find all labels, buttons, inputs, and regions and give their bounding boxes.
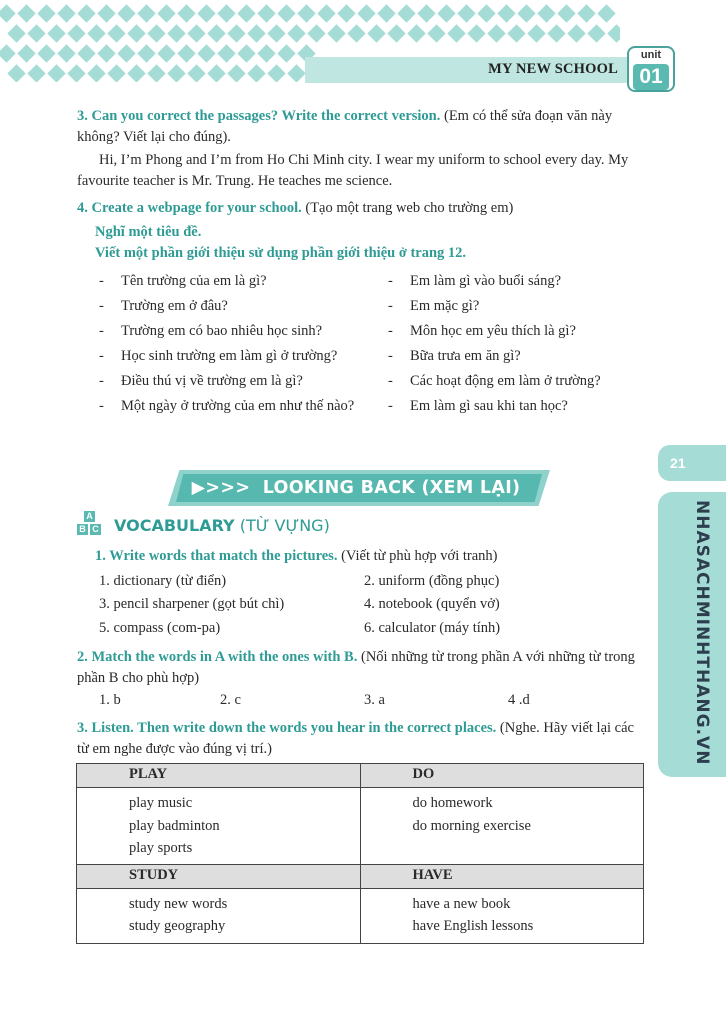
diamond-shape bbox=[207, 24, 225, 42]
list-item: 4 .d bbox=[508, 692, 530, 708]
diamond-shape bbox=[427, 24, 445, 42]
diamond-shape bbox=[217, 44, 235, 62]
diamond-shape bbox=[507, 24, 525, 42]
list-item: - Em làm gì sau khi tan học? bbox=[388, 394, 601, 419]
diamond-shape bbox=[237, 4, 255, 22]
diamond-shape bbox=[377, 4, 395, 22]
banner-left-arrows: ▶>>> bbox=[191, 478, 251, 498]
table-row bbox=[77, 788, 644, 865]
diamond-shape bbox=[287, 64, 305, 82]
diamond-shape bbox=[67, 64, 85, 82]
diamond-shape bbox=[277, 4, 295, 22]
diamond-shape bbox=[607, 24, 620, 42]
diamond-shape bbox=[127, 64, 145, 82]
diamond-shape bbox=[447, 24, 465, 42]
table-header-play: PLAY bbox=[77, 764, 361, 788]
diamond-shape bbox=[277, 44, 295, 62]
page-number: 21 bbox=[658, 445, 726, 481]
diamond-shape bbox=[127, 24, 145, 42]
unit-badge bbox=[627, 46, 675, 92]
vocab-ex2-instruction bbox=[77, 647, 644, 689]
table-header-have: HAVE bbox=[360, 864, 644, 888]
ex3-note: (Em có thể sửa đoạn văn này không? Viết lại cho đúng). bbox=[77, 108, 613, 145]
diamond-shape bbox=[327, 24, 345, 42]
diamond-shape bbox=[337, 4, 355, 22]
diamond-shape bbox=[87, 64, 105, 82]
words-table bbox=[76, 763, 644, 944]
site-watermark: NHASACHMINHTHANG.VN bbox=[692, 500, 712, 766]
diamond-shape bbox=[537, 4, 555, 22]
list-item: do morning exercise bbox=[412, 817, 531, 834]
diamond-shape bbox=[167, 64, 185, 82]
list-item: play badminton bbox=[129, 817, 220, 834]
list-item: study geography bbox=[129, 918, 226, 934]
list-item: do homework bbox=[412, 795, 493, 811]
diamond-shape bbox=[457, 4, 475, 22]
table-cell-study bbox=[77, 888, 361, 943]
ex3-passage: Hi, I’m Phong and I’m from Ho Chi Minh city. I wear my uniform to school every day. My favourite teacher is Mr. Trung. He teaches me science. bbox=[77, 152, 629, 189]
unit-number: 01 bbox=[633, 64, 669, 90]
table-cell-have bbox=[360, 888, 644, 943]
diamond-shape bbox=[257, 4, 275, 22]
abc-blocks-icon bbox=[77, 511, 103, 537]
diamond-shape bbox=[97, 44, 115, 62]
list-item: study new words bbox=[129, 895, 228, 912]
list-item: - Học sinh trường em làm gì ở trường? bbox=[99, 344, 354, 369]
list-item: have English lessons bbox=[412, 918, 534, 934]
diamond-shape bbox=[597, 4, 615, 22]
diamond-shape bbox=[187, 64, 205, 82]
vocabulary-title-vi: (TỪ VỰNG) bbox=[234, 516, 330, 535]
diamond-shape bbox=[307, 24, 325, 42]
diamond-shape bbox=[137, 44, 155, 62]
icon-letter-a: A bbox=[84, 511, 95, 522]
table-cell-play bbox=[77, 788, 361, 865]
diamond-shape bbox=[187, 24, 205, 42]
list-item: 5. compass (com-pa) bbox=[99, 620, 221, 636]
diamond-shape bbox=[547, 24, 565, 42]
diamond-shape bbox=[317, 4, 335, 22]
diamond-shape bbox=[487, 24, 505, 42]
ex3-instruction bbox=[77, 106, 644, 148]
vocab-ex2-note: (Nối những từ trong phần A với những từ trong phần B cho phù hợp) bbox=[77, 649, 635, 686]
diamond-shape bbox=[167, 24, 185, 42]
list-item: play music bbox=[129, 795, 193, 811]
list-item: - Điều thú vị về trường em là gì? bbox=[99, 369, 354, 394]
diamond-shape bbox=[97, 4, 115, 22]
diamond-shape bbox=[267, 64, 285, 82]
diamond-shape bbox=[147, 64, 165, 82]
list-item: - Bữa trưa em ăn gì? bbox=[388, 344, 601, 369]
vocab-ex3-instruction bbox=[77, 718, 644, 760]
list-item: - Trường em có bao nhiêu học sinh? bbox=[99, 319, 354, 344]
diamond-shape bbox=[107, 64, 125, 82]
diamond-shape bbox=[237, 44, 255, 62]
diamond-shape bbox=[177, 44, 195, 62]
icon-letter-c: C bbox=[90, 524, 101, 535]
list-item: 4. notebook (quyển vở) bbox=[364, 596, 500, 612]
diamond-shape bbox=[17, 44, 35, 62]
vocab-ex2-title: 2. Match the words in A with the ones with B. bbox=[77, 649, 358, 665]
diamond-shape bbox=[587, 24, 605, 42]
diamond-shape bbox=[207, 64, 225, 82]
diamond-shape bbox=[217, 4, 235, 22]
diamond-shape bbox=[247, 64, 265, 82]
diamond-shape bbox=[37, 4, 55, 22]
diamond-shape bbox=[407, 24, 425, 42]
diamond-shape bbox=[527, 24, 545, 42]
diamond-shape bbox=[47, 24, 65, 42]
list-item: 2. uniform (đồng phục) bbox=[364, 573, 500, 589]
table-row bbox=[77, 888, 644, 943]
diamond-shape bbox=[77, 44, 95, 62]
ex4-right-list bbox=[388, 269, 601, 419]
diamond-shape bbox=[27, 64, 45, 82]
ex3-title: 3. Can you correct the passages? Write the correct version. bbox=[77, 108, 441, 124]
diamond-shape bbox=[467, 24, 485, 42]
diamond-shape bbox=[287, 24, 305, 42]
ex4-line1: Nghĩ một tiêu đề. bbox=[95, 224, 202, 240]
ex4-note: (Tạo một trang web cho trường em) bbox=[301, 200, 514, 216]
banner-right-arrows: <<<◀ bbox=[329, 514, 389, 534]
list-item: - Các hoạt động em làm ở trường? bbox=[388, 369, 601, 394]
list-item: 3. pencil sharpener (gọt bút chì) bbox=[99, 596, 285, 612]
list-item: 3. a bbox=[364, 692, 385, 708]
diamond-shape bbox=[177, 4, 195, 22]
diamond-shape bbox=[57, 44, 75, 62]
diamond-shape bbox=[417, 4, 435, 22]
table-header-do: DO bbox=[360, 764, 644, 788]
list-item: - Môn học em yêu thích là gì? bbox=[388, 319, 601, 344]
diamond-shape bbox=[497, 4, 515, 22]
diamond-shape bbox=[7, 24, 25, 42]
unit-label: unit bbox=[640, 49, 662, 61]
vocabulary-title: VOCABULARY bbox=[114, 516, 235, 535]
diamond-shape bbox=[477, 4, 495, 22]
diamond-shape bbox=[117, 4, 135, 22]
list-item: 1. b bbox=[99, 692, 121, 708]
ex4-line2: Viết một phần giới thiệu sử dụng phần giới thiệu ở trang 12. bbox=[95, 245, 467, 261]
vocab-ex3-title: 3. Listen. Then write down the words you hear in the correct places. bbox=[77, 720, 497, 736]
list-item: have a new book bbox=[412, 895, 511, 912]
diamond-shape bbox=[357, 4, 375, 22]
diamond-shape bbox=[347, 24, 365, 42]
list-item: 2. c bbox=[220, 692, 241, 708]
vocab-ex1-note: (Viết từ phù hợp với tranh) bbox=[337, 548, 498, 564]
diamond-shape bbox=[257, 44, 275, 62]
list-item: - Trường em ở đâu? bbox=[99, 294, 354, 319]
diamond-shape bbox=[227, 64, 245, 82]
diamond-shape bbox=[157, 44, 175, 62]
diamond-shape bbox=[517, 4, 535, 22]
diamond-shape bbox=[57, 4, 75, 22]
diamond-shape bbox=[137, 4, 155, 22]
diamond-shape bbox=[107, 24, 125, 42]
diamond-shape bbox=[27, 24, 45, 42]
table-row bbox=[77, 864, 644, 888]
diamond-shape bbox=[267, 24, 285, 42]
diamond-shape bbox=[197, 44, 215, 62]
diamond-shape bbox=[87, 24, 105, 42]
diamond-shape bbox=[67, 24, 85, 42]
vocab-ex3-note: (Nghe. Hãy viết lại các từ em nghe được vào đúng vị trí.) bbox=[77, 720, 634, 757]
diamond-shape bbox=[117, 44, 135, 62]
icon-letter-b: B bbox=[77, 524, 88, 535]
diamond-shape bbox=[577, 4, 595, 22]
diamond-shape bbox=[0, 4, 16, 22]
diamond-shape bbox=[37, 44, 55, 62]
section-title: MY NEW SCHOOL bbox=[488, 61, 618, 77]
ex4-title: 4. Create a webpage for your school. bbox=[77, 200, 302, 216]
diamond-shape bbox=[297, 4, 315, 22]
list-item: 1. dictionary (từ điển) bbox=[99, 573, 227, 589]
diamond-shape bbox=[7, 64, 25, 82]
ex4-instruction bbox=[77, 198, 644, 219]
list-item: - Em mặc gì? bbox=[388, 294, 601, 319]
diamond-shape bbox=[77, 4, 95, 22]
vocab-ex1-instruction bbox=[95, 548, 498, 565]
table-header-study: STUDY bbox=[77, 864, 361, 888]
table-cell-do bbox=[360, 788, 644, 865]
list-item: 6. calculator (máy tính) bbox=[364, 620, 501, 636]
diamond-shape bbox=[197, 4, 215, 22]
ex4-left-list bbox=[99, 269, 354, 419]
diamond-shape bbox=[387, 24, 405, 42]
diamond-shape bbox=[227, 24, 245, 42]
list-item: - Tên trường của em là gì? bbox=[99, 269, 354, 294]
table-row bbox=[77, 764, 644, 788]
diamond-shape bbox=[157, 4, 175, 22]
diamond-shape bbox=[17, 4, 35, 22]
diamond-shape bbox=[397, 4, 415, 22]
vocab-ex1-title: 1. Write words that match the pictures. bbox=[95, 548, 338, 564]
list-item: - Một ngày ở trường của em như thế nào? bbox=[99, 394, 354, 419]
diamond-shape bbox=[147, 24, 165, 42]
diamond-shape bbox=[0, 44, 16, 62]
diamond-shape bbox=[367, 24, 385, 42]
diamond-shape bbox=[247, 24, 265, 42]
vocabulary-heading bbox=[114, 516, 330, 535]
banner-title: LOOKING BACK (XEM LẠI) bbox=[262, 478, 521, 498]
diamond-shape bbox=[567, 24, 585, 42]
list-item: - Em làm gì vào buổi sáng? bbox=[388, 269, 601, 294]
diamond-shape bbox=[47, 64, 65, 82]
diamond-shape bbox=[557, 4, 575, 22]
list-item: play sports bbox=[129, 840, 193, 856]
diamond-shape bbox=[437, 4, 455, 22]
